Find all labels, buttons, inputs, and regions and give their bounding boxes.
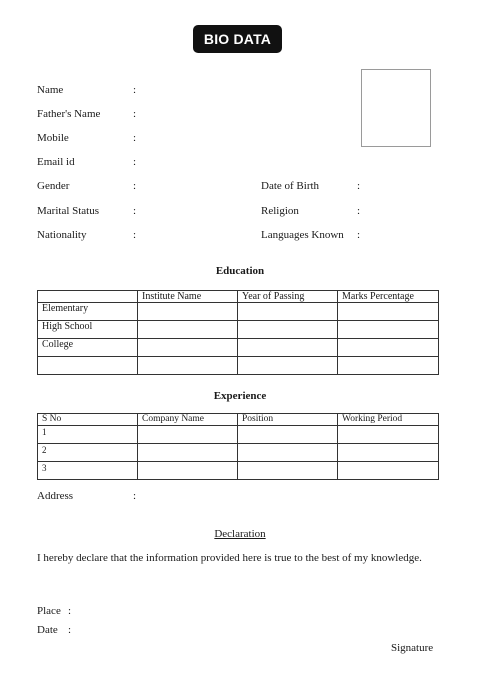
religion-colon: : bbox=[357, 205, 361, 217]
education-cell bbox=[138, 339, 238, 357]
experience-cell bbox=[138, 426, 238, 444]
table-row bbox=[38, 321, 439, 339]
experience-table bbox=[37, 413, 439, 480]
education-cell bbox=[138, 303, 238, 321]
nationality-colon: : bbox=[133, 229, 137, 241]
experience-title: Experience bbox=[213, 390, 267, 402]
gender-label: Gender bbox=[37, 180, 70, 192]
serial-number-cell: 1 bbox=[38, 426, 138, 444]
gender-colon: : bbox=[133, 180, 137, 192]
date-of-birth-label: Date of Birth bbox=[261, 180, 320, 192]
experience-header-row bbox=[38, 414, 439, 426]
marital-status-colon: : bbox=[133, 205, 137, 217]
declaration-title: Declaration bbox=[214, 528, 266, 540]
experience-cell bbox=[338, 426, 439, 444]
date-of-birth-colon: : bbox=[357, 180, 361, 192]
fathers-name-label: Father's Name bbox=[37, 108, 101, 120]
experience-cell bbox=[338, 462, 439, 480]
experience-header-cell: Position bbox=[238, 414, 338, 426]
education-cell bbox=[238, 357, 338, 375]
table-row bbox=[38, 444, 439, 462]
education-header-cell: Marks Percentage bbox=[338, 291, 439, 303]
education-cell bbox=[238, 321, 338, 339]
mobile-colon: : bbox=[133, 132, 137, 144]
email-label: Email id bbox=[37, 156, 75, 168]
education-header-cell bbox=[38, 291, 138, 303]
email-colon: : bbox=[133, 156, 137, 168]
name-label: Name bbox=[37, 84, 64, 96]
experience-cell bbox=[238, 462, 338, 480]
marital-status-label: Marital Status bbox=[37, 205, 100, 217]
fathers-name-colon: : bbox=[133, 108, 137, 120]
experience-cell bbox=[238, 444, 338, 462]
experience-cell bbox=[138, 444, 238, 462]
education-cell bbox=[238, 339, 338, 357]
experience-cell bbox=[238, 426, 338, 444]
religion-label: Religion bbox=[261, 205, 299, 217]
education-level-cell bbox=[38, 357, 138, 375]
education-cell bbox=[338, 339, 439, 357]
education-cell bbox=[138, 321, 238, 339]
experience-cell bbox=[138, 462, 238, 480]
nationality-label: Nationality bbox=[37, 229, 87, 241]
experience-header-cell: S No bbox=[38, 414, 138, 426]
education-header-cell: Institute Name bbox=[138, 291, 238, 303]
declaration-text: I hereby declare that the information provided here is true to the best of my knowledge. bbox=[37, 552, 422, 564]
table-row bbox=[38, 426, 439, 444]
education-cell bbox=[338, 321, 439, 339]
table-row bbox=[38, 357, 439, 375]
name-colon: : bbox=[133, 84, 137, 96]
experience-header-cell: Working Period bbox=[338, 414, 439, 426]
education-title: Education bbox=[215, 265, 265, 277]
table-row bbox=[38, 462, 439, 480]
signature-label: Signature bbox=[391, 642, 434, 654]
date-colon: : bbox=[68, 624, 72, 636]
mobile-label: Mobile bbox=[37, 132, 69, 144]
education-cell bbox=[238, 303, 338, 321]
education-header-cell: Year of Passing bbox=[238, 291, 338, 303]
table-row bbox=[38, 339, 439, 357]
experience-header-cell: Company Name bbox=[138, 414, 238, 426]
experience-cell bbox=[338, 444, 439, 462]
serial-number-cell: 3 bbox=[38, 462, 138, 480]
languages-known-colon: : bbox=[357, 229, 361, 241]
address-colon: : bbox=[133, 490, 137, 502]
education-cell bbox=[138, 357, 238, 375]
education-level-cell: Elementary bbox=[38, 303, 138, 321]
education-table bbox=[37, 290, 439, 375]
languages-known-label: Languages Known bbox=[261, 229, 344, 241]
education-level-cell: High School bbox=[38, 321, 138, 339]
place-label: Place bbox=[37, 605, 61, 617]
table-row bbox=[38, 303, 439, 321]
place-colon: : bbox=[68, 605, 72, 617]
education-cell bbox=[338, 303, 439, 321]
photo-placeholder bbox=[361, 69, 431, 147]
education-header-row bbox=[38, 291, 439, 303]
page-title: BIO DATA bbox=[193, 25, 282, 53]
serial-number-cell: 2 bbox=[38, 444, 138, 462]
education-cell bbox=[338, 357, 439, 375]
education-level-cell: College bbox=[38, 339, 138, 357]
date-label: Date bbox=[37, 624, 58, 636]
address-label: Address bbox=[37, 490, 74, 502]
